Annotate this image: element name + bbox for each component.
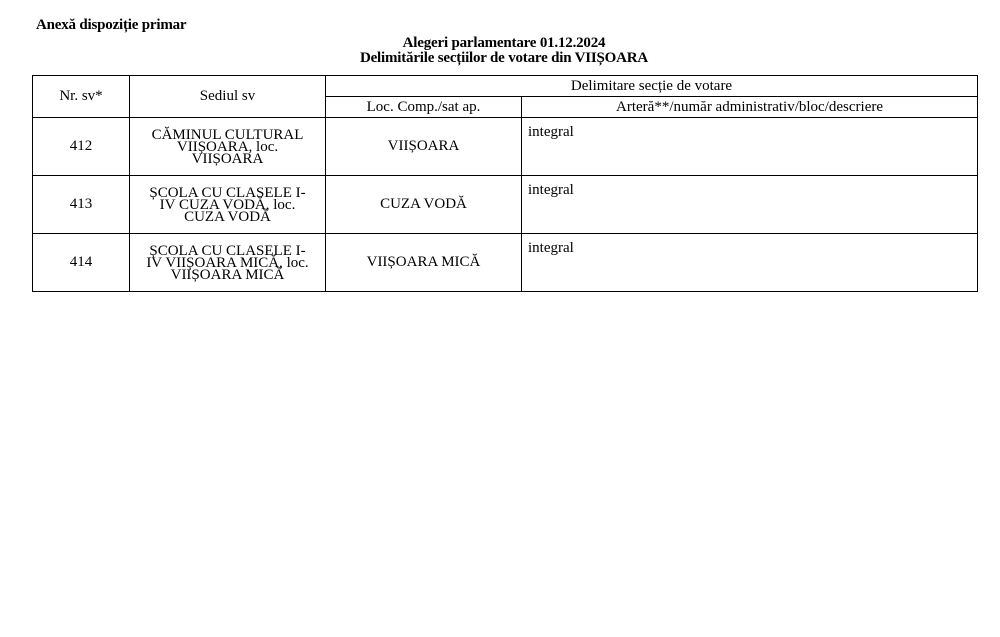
sediu-line: ȘCOLA CU CLASELE I- [149, 242, 306, 259]
sediu-line: CUZA VODĂ [184, 208, 271, 225]
cell-nr-sv: 413 [33, 176, 130, 234]
header-nr-sv: Nr. sv* [33, 76, 130, 118]
header-sediul-sv: Sediul sv [130, 76, 326, 118]
cell-localitate: CUZA VODĂ [326, 176, 522, 234]
sediu-line: CĂMINUL CULTURAL [151, 126, 304, 143]
annex-title: Anexă dispoziție primar [36, 17, 187, 33]
polling-stations-table [32, 75, 978, 292]
cell-sediul-sv [130, 234, 326, 292]
header-delimitare: Delimitare secție de votare [326, 76, 978, 97]
table-row [33, 176, 978, 234]
cell-localitate: VIIȘOARA [326, 118, 522, 176]
sediu-line: VIIȘOARA [191, 150, 264, 167]
sediu-line: VIIȘOARA, loc. [176, 138, 279, 155]
table-row [33, 234, 978, 292]
table-row [33, 118, 978, 176]
cell-sediul-sv [130, 118, 326, 176]
cell-nr-sv: 412 [33, 118, 130, 176]
delimitation-title: Delimitările secțiilor de votare din VIIȘOARA [359, 50, 649, 66]
header-artera: Arteră**/număr administrativ/bloc/descriere [522, 97, 978, 118]
cell-nr-sv: 414 [33, 234, 130, 292]
cell-sediul-sv [130, 176, 326, 234]
cell-localitate: VIIȘOARA MICĂ [326, 234, 522, 292]
sediu-line: ȘCOLA CU CLASELE I- [149, 184, 306, 201]
cell-descriere: integral [522, 118, 978, 176]
cell-descriere: integral [522, 176, 978, 234]
sediu-line: IV CUZA VODĂ, loc. [159, 196, 296, 213]
document-titles [0, 36, 1000, 66]
sediu-line: IV VIIȘOARA MICĂ, loc. [146, 254, 309, 271]
sediu-line: VIIȘOARA MICĂ [170, 266, 285, 283]
table-header-row [33, 76, 978, 97]
election-title: Alegeri parlamentare 01.12.2024 [402, 35, 606, 51]
cell-descriere: integral [522, 234, 978, 292]
header-loc-comp: Loc. Comp./sat ap. [326, 97, 522, 118]
